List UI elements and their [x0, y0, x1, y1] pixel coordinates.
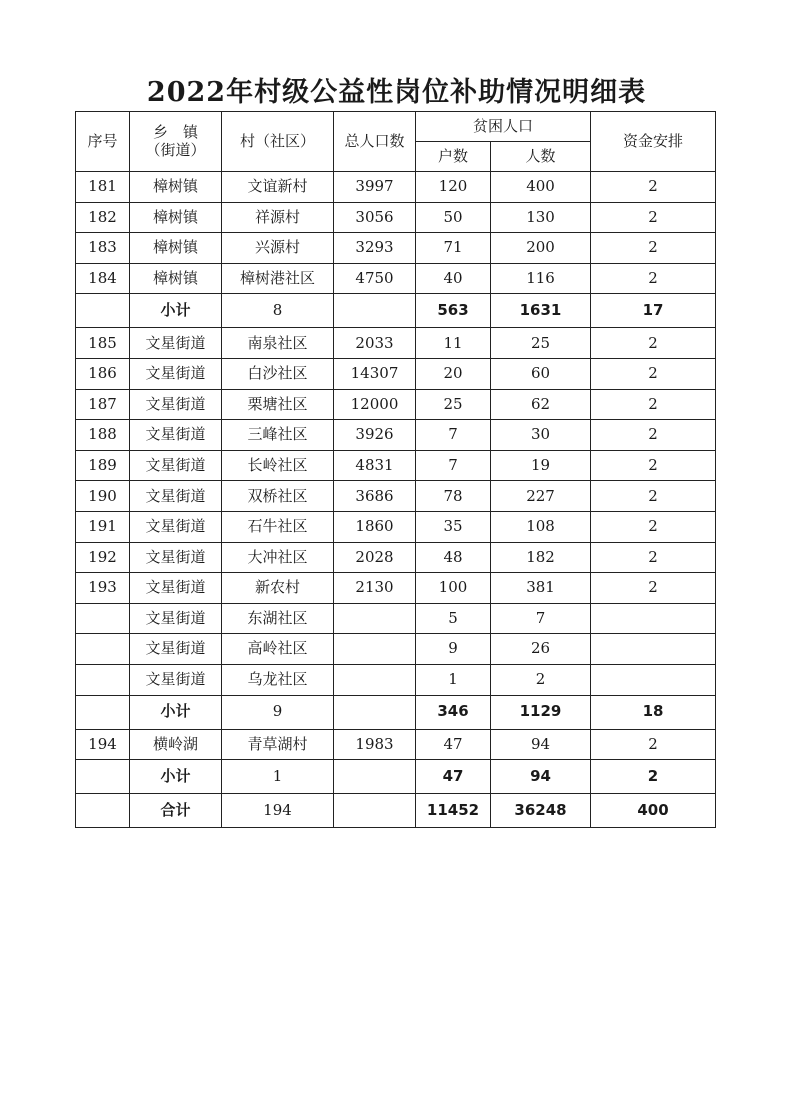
cell-persons: 36248: [491, 794, 591, 828]
cell-village: 长岭社区: [222, 450, 334, 481]
cell-village: 文谊新村: [222, 172, 334, 203]
cell-households: 11: [416, 328, 491, 359]
cell-persons: 94: [491, 729, 591, 760]
cell-seq: 193: [76, 573, 130, 604]
cell-seq: [76, 794, 130, 828]
cell-town: 文星街道: [130, 450, 222, 481]
cell-seq: [76, 664, 130, 695]
header-town-line2: （街道）: [145, 140, 206, 159]
table-row: [76, 603, 716, 634]
cell-town: 樟树镇: [130, 172, 222, 203]
table-row: [76, 664, 716, 695]
cell-town: 小计: [130, 695, 222, 729]
table-body: [76, 172, 716, 828]
cell-population: [334, 634, 416, 665]
cell-persons: 26: [491, 634, 591, 665]
cell-households: 25: [416, 389, 491, 420]
total-row: [76, 794, 716, 828]
cell-persons: 25: [491, 328, 591, 359]
cell-funds: 2: [591, 450, 716, 481]
table-row: [76, 542, 716, 573]
cell-seq: [76, 294, 130, 328]
cell-town: 文星街道: [130, 358, 222, 389]
cell-funds: 17: [591, 294, 716, 328]
cell-population: [334, 760, 416, 794]
header-households: 户数: [416, 142, 491, 172]
cell-town: 文星街道: [130, 664, 222, 695]
cell-village: 9: [222, 695, 334, 729]
cell-seq: 186: [76, 358, 130, 389]
cell-funds: [591, 603, 716, 634]
cell-persons: 182: [491, 542, 591, 573]
cell-seq: 185: [76, 328, 130, 359]
cell-funds: 18: [591, 695, 716, 729]
cell-households: 100: [416, 573, 491, 604]
table-row: [76, 729, 716, 760]
table-row: [76, 358, 716, 389]
cell-village: 兴源村: [222, 233, 334, 264]
cell-households: 11452: [416, 794, 491, 828]
cell-population: 3056: [334, 202, 416, 233]
cell-village: 南泉社区: [222, 328, 334, 359]
cell-seq: [76, 603, 130, 634]
cell-seq: 188: [76, 420, 130, 451]
table-header: [76, 112, 716, 172]
cell-village: 东湖社区: [222, 603, 334, 634]
table-row: [76, 420, 716, 451]
cell-persons: 108: [491, 511, 591, 542]
cell-seq: 183: [76, 233, 130, 264]
cell-persons: 30: [491, 420, 591, 451]
cell-town: 小计: [130, 760, 222, 794]
cell-village: 新农村: [222, 573, 334, 604]
cell-seq: 182: [76, 202, 130, 233]
cell-town: 小计: [130, 294, 222, 328]
cell-village: 双桥社区: [222, 481, 334, 512]
cell-seq: 194: [76, 729, 130, 760]
table-row: [76, 202, 716, 233]
table-row: [76, 481, 716, 512]
cell-population: 2130: [334, 573, 416, 604]
cell-village: 栗塘社区: [222, 389, 334, 420]
cell-seq: [76, 695, 130, 729]
cell-households: 563: [416, 294, 491, 328]
cell-households: 40: [416, 263, 491, 294]
cell-households: 9: [416, 634, 491, 665]
cell-village: 194: [222, 794, 334, 828]
cell-persons: 400: [491, 172, 591, 203]
table-row: [76, 389, 716, 420]
cell-town: 合计: [130, 794, 222, 828]
cell-seq: [76, 634, 130, 665]
cell-population: 1983: [334, 729, 416, 760]
cell-households: 5: [416, 603, 491, 634]
cell-village: 高岭社区: [222, 634, 334, 665]
document-title: 2022年村级公益性岗位补助情况明细表: [146, 77, 647, 108]
cell-town: 樟树镇: [130, 233, 222, 264]
table-row: [76, 263, 716, 294]
cell-village: 三峰社区: [222, 420, 334, 451]
table-row: [76, 328, 716, 359]
cell-households: 1: [416, 664, 491, 695]
cell-seq: 181: [76, 172, 130, 203]
cell-households: 7: [416, 450, 491, 481]
cell-population: 3686: [334, 481, 416, 512]
table-row: [76, 511, 716, 542]
cell-households: 78: [416, 481, 491, 512]
cell-persons: 200: [491, 233, 591, 264]
cell-population: 2033: [334, 328, 416, 359]
cell-population: 1860: [334, 511, 416, 542]
cell-households: 47: [416, 760, 491, 794]
cell-town: 文星街道: [130, 511, 222, 542]
cell-seq: 184: [76, 263, 130, 294]
cell-seq: 191: [76, 511, 130, 542]
cell-population: 4831: [334, 450, 416, 481]
cell-households: 120: [416, 172, 491, 203]
cell-village: 石牛社区: [222, 511, 334, 542]
cell-persons: 1631: [491, 294, 591, 328]
cell-population: 14307: [334, 358, 416, 389]
cell-persons: 130: [491, 202, 591, 233]
cell-population: 12000: [334, 389, 416, 420]
cell-town: 文星街道: [130, 481, 222, 512]
cell-town: 文星街道: [130, 420, 222, 451]
cell-town: 文星街道: [130, 573, 222, 604]
cell-town: 文星街道: [130, 389, 222, 420]
cell-population: [334, 695, 416, 729]
subtotal-row: [76, 294, 716, 328]
cell-households: 47: [416, 729, 491, 760]
header-seq: 序号: [76, 112, 130, 172]
cell-households: 48: [416, 542, 491, 573]
cell-town: 文星街道: [130, 603, 222, 634]
cell-funds: 400: [591, 794, 716, 828]
cell-town: 文星街道: [130, 542, 222, 573]
cell-village: 青草湖村: [222, 729, 334, 760]
cell-persons: 116: [491, 263, 591, 294]
cell-funds: 2: [591, 481, 716, 512]
header-village: 村（社区）: [222, 112, 334, 172]
cell-seq: 187: [76, 389, 130, 420]
cell-funds: 2: [591, 420, 716, 451]
cell-town: 樟树镇: [130, 263, 222, 294]
cell-funds: 2: [591, 511, 716, 542]
cell-persons: 1129: [491, 695, 591, 729]
cell-population: 2028: [334, 542, 416, 573]
cell-funds: 2: [591, 358, 716, 389]
cell-funds: 2: [591, 389, 716, 420]
cell-households: 7: [416, 420, 491, 451]
cell-funds: 2: [591, 263, 716, 294]
cell-persons: 19: [491, 450, 591, 481]
cell-town: 横岭湖: [130, 729, 222, 760]
table-row: [76, 450, 716, 481]
cell-village: 1: [222, 760, 334, 794]
cell-seq: [76, 760, 130, 794]
cell-funds: 2: [591, 172, 716, 203]
table-row: [76, 573, 716, 604]
cell-town: 文星街道: [130, 328, 222, 359]
header-funds: 资金安排: [591, 112, 716, 172]
cell-village: 乌龙社区: [222, 664, 334, 695]
cell-funds: [591, 634, 716, 665]
cell-village: 大冲社区: [222, 542, 334, 573]
cell-funds: 2: [591, 328, 716, 359]
cell-persons: 7: [491, 603, 591, 634]
header-persons: 人数: [491, 142, 591, 172]
cell-population: 3926: [334, 420, 416, 451]
header-town: [130, 112, 222, 172]
cell-households: 346: [416, 695, 491, 729]
cell-funds: 2: [591, 542, 716, 573]
cell-seq: 192: [76, 542, 130, 573]
header-town-line1: 乡 镇: [152, 123, 198, 142]
cell-population: 4750: [334, 263, 416, 294]
cell-funds: 2: [591, 760, 716, 794]
cell-persons: 62: [491, 389, 591, 420]
cell-population: 3997: [334, 172, 416, 203]
cell-persons: 94: [491, 760, 591, 794]
cell-households: 50: [416, 202, 491, 233]
cell-village: 白沙社区: [222, 358, 334, 389]
cell-persons: 381: [491, 573, 591, 604]
subsidy-detail-table: [75, 111, 716, 828]
cell-funds: 2: [591, 233, 716, 264]
subtotal-row: [76, 760, 716, 794]
cell-persons: 60: [491, 358, 591, 389]
cell-funds: [591, 664, 716, 695]
subtotal-row: [76, 695, 716, 729]
cell-seq: 189: [76, 450, 130, 481]
cell-households: 71: [416, 233, 491, 264]
cell-seq: 190: [76, 481, 130, 512]
cell-town: 樟树镇: [130, 202, 222, 233]
cell-population: [334, 294, 416, 328]
table-row: [76, 233, 716, 264]
table-row: [76, 172, 716, 203]
cell-population: [334, 794, 416, 828]
cell-funds: 2: [591, 573, 716, 604]
cell-town: 文星街道: [130, 634, 222, 665]
cell-village: 樟树港社区: [222, 263, 334, 294]
cell-funds: 2: [591, 729, 716, 760]
cell-population: [334, 664, 416, 695]
cell-population: 3293: [334, 233, 416, 264]
cell-village: 8: [222, 294, 334, 328]
cell-funds: 2: [591, 202, 716, 233]
cell-persons: 2: [491, 664, 591, 695]
cell-village: 祥源村: [222, 202, 334, 233]
header-poor-population: 贫困人口: [416, 112, 591, 142]
cell-households: 35: [416, 511, 491, 542]
cell-persons: 227: [491, 481, 591, 512]
header-population: 总人口数: [334, 112, 416, 172]
cell-households: 20: [416, 358, 491, 389]
table-row: [76, 634, 716, 665]
cell-population: [334, 603, 416, 634]
